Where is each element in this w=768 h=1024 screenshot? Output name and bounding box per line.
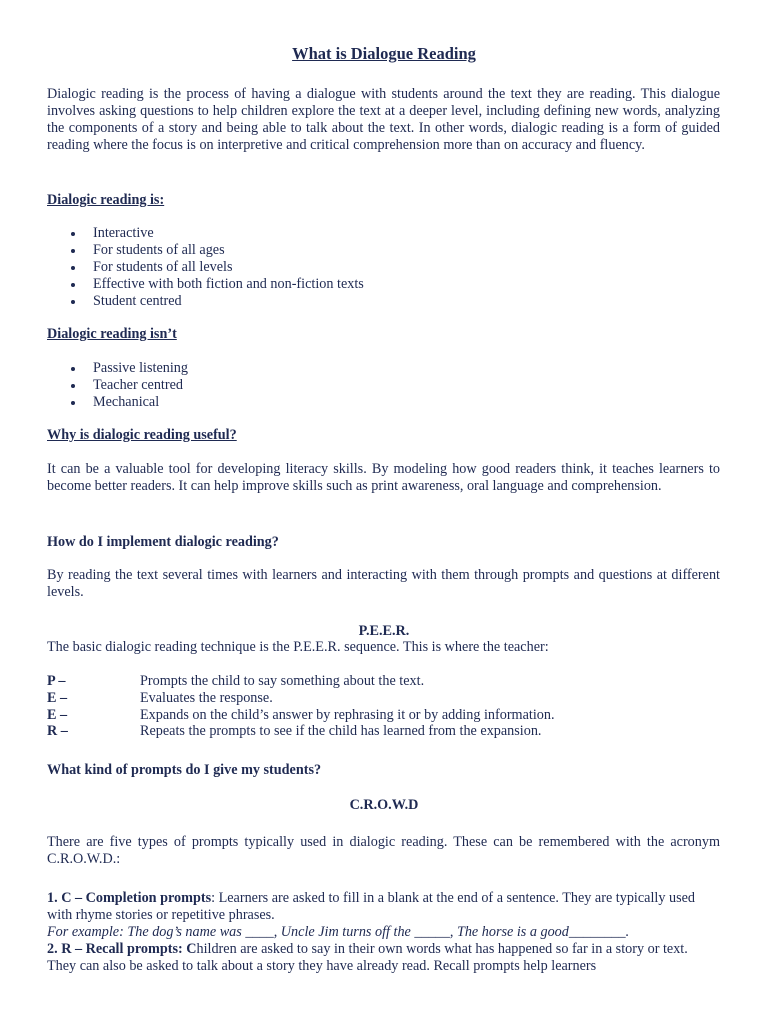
peer-row (47, 690, 720, 707)
peer-letter: E – (47, 707, 68, 723)
list-item: For students of all ages (68, 242, 364, 259)
list-item: Teacher centred (68, 377, 188, 394)
peer-text: Expands on the child’s answer by rephrasing it or by adding information. (140, 707, 555, 723)
how-heading: How do I implement dialogic reading? (47, 534, 279, 550)
crowd-intro: There are five types of prompts typically used in dialogic reading. These can be remembered with the acronym C.R.O.W.D.: (47, 834, 720, 867)
is-list (68, 225, 364, 310)
list-item: Mechanical (68, 394, 188, 411)
peer-text: Evaluates the response. (140, 690, 273, 706)
how-text: By reading the text several times with learners and interacting with them through prompts and questions at different levels. (47, 567, 720, 600)
crowd-heading: C.R.O.W.D (349, 797, 419, 813)
peer-letter: P – (47, 673, 66, 689)
recall-label: 2. R – Recall prompts: C (47, 941, 197, 957)
peer-heading: P.E.E.R. (358, 623, 410, 639)
isnt-list (68, 360, 188, 411)
is-heading: Dialogic reading is: (47, 192, 165, 208)
list-item: Student centred (68, 293, 364, 310)
peer-text: Prompts the child to say something about the text. (140, 673, 425, 689)
peer-letter: R – (47, 723, 68, 739)
how-paragraph (47, 567, 720, 601)
completion-label: 1. C – Completion prompts (47, 890, 212, 906)
why-text: It can be a valuable tool for developing literacy skills. By modeling how good readers think, it teaches learners to become better readers. It can help improve skills such as print awareness, oral language and comprehension. (47, 461, 720, 494)
peer-letter: E – (47, 690, 68, 706)
peer-row (47, 707, 720, 724)
completion-example: For example: The dog’s name was ____, Uncle Jim turns off the _____, The horse is a good________. (47, 924, 630, 940)
crowd-intro-paragraph (47, 834, 720, 868)
peer-text: Repeats the prompts to see if the child has learned from the expansion. (140, 723, 542, 739)
intro-text: Dialogic reading is the process of having a dialogue with students around the text they are reading. This dialogue involves asking questions to help children explore the text at a deeper level, including defining new words, analyzing the components of a story and being able to talk about the text. In other words, dialogic reading is a form of guided reading where the focus is on interpretive and critical comprehension more than on accuracy and fluency. (47, 86, 720, 153)
list-item: Passive listening (68, 360, 188, 377)
recall-text: hildren are asked to say in their own words what has happened so far in a story or text. They can also be asked to talk about a story they have already read. Recall prompts help learners (47, 941, 688, 974)
list-item: Interactive (68, 225, 364, 242)
list-item: Effective with both fiction and non-fiction texts (68, 276, 364, 293)
peer-row (47, 723, 720, 740)
peer-row (47, 673, 720, 690)
why-paragraph (47, 461, 720, 495)
page-title: What is Dialogue Reading (292, 44, 476, 63)
completion-paragraph (47, 890, 720, 975)
prompts-heading: What kind of prompts do I give my students? (47, 762, 322, 778)
isnt-heading: Dialogic reading isn’t (47, 326, 177, 342)
intro-paragraph (47, 86, 720, 154)
why-heading: Why is dialogic reading useful? (47, 427, 237, 443)
completion-text: : Learners are asked to fill in a blank at the end of a sentence. They are typically used with rhyme stories or repetitive phrases. (47, 890, 695, 923)
peer-intro: The basic dialogic reading technique is the P.E.E.R. sequence. This is where the teacher: (47, 639, 549, 655)
list-item: For students of all levels (68, 259, 364, 276)
